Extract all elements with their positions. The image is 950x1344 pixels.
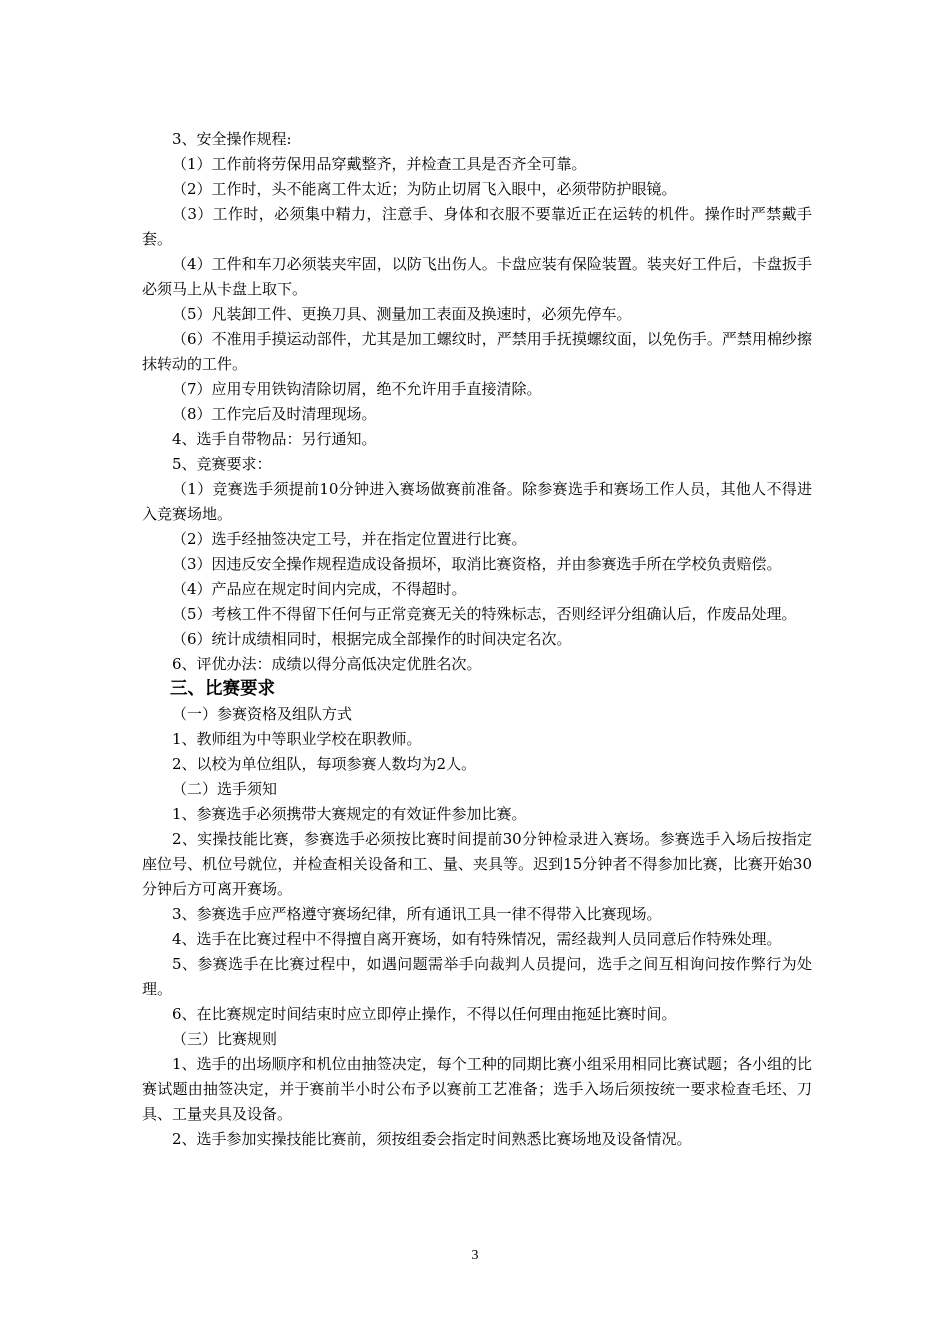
paragraph-contest-1: （1）竞赛选手须提前10分钟进入赛场做赛前准备。除参赛选手和赛场工作人员，其他人不得进入竞赛场地。 <box>142 480 812 523</box>
paragraph-rules-2: 2、选手参加实操技能比赛前，须按组委会指定时间熟悉比赛场地及设备情况。 <box>172 1130 692 1148</box>
paragraph-safety-2: （2）工作时，头不能离工件太近；为防止切屑飞入眼中，必须带防护眼镜。 <box>172 180 677 198</box>
paragraph-contest-6: （6）统计成绩相同时，根据完成全部操作的时间决定名次。 <box>172 630 572 648</box>
paragraph-safety-5: （5）凡装卸工件、更换刀具、测量加工表面及换速时，必须先停车。 <box>172 305 632 323</box>
paragraph-notice-5: 5、参赛选手在比赛过程中，如遇问题需举手向裁判人员提问，选手之间互相询问按作弊行为处理。 <box>142 955 812 998</box>
paragraph-safety-1: （1）工作前将劳保用品穿戴整齐，并检查工具是否齐全可靠。 <box>172 155 587 173</box>
document-body <box>142 127 812 1152</box>
subsection-rules: （三）比赛规则 <box>172 1030 278 1048</box>
paragraph-notice-3: 3、参赛选手应严格遵守赛场纪律，所有通讯工具一律不得带入比赛现场。 <box>172 905 662 923</box>
paragraph-safety-title: 3、安全操作规程: <box>172 130 292 148</box>
page-number: 3 <box>471 1248 479 1263</box>
paragraph-safety-8: （8）工作完后及时清理现场。 <box>172 405 377 423</box>
paragraph-safety-6: （6）不准用手摸运动部件，尤其是加工螺纹时，严禁用手抚摸螺纹面，以免伤手。严禁用棉纱擦抹转动的工件。 <box>142 330 812 373</box>
paragraph-notice-2: 2、实操技能比赛，参赛选手必须按比赛时间提前30分钟检录进入赛场。参赛选手入场后按指定座位号、机位号就位，并检查相关设备和工、量、夹具等。迟到15分钟者不得参加比赛，比赛开始30分钟后方可离开赛场。 <box>142 830 812 898</box>
paragraph-contest-3: （3）因违反安全操作规程造成设备损坏，取消比赛资格，并由参赛选手所在学校负责赔偿。 <box>172 555 782 573</box>
paragraph-safety-4: （4）工件和车刀必须装夹牢固，以防飞出伤人。卡盘应装有保险装置。装夹好工件后，卡盘扳手必须马上从卡盘上取下。 <box>142 255 812 298</box>
paragraph-notice-6: 6、在比赛规定时间结束时应立即停止操作，不得以任何理由拖延比赛时间。 <box>172 1005 677 1023</box>
paragraph-contest-5: （5）考核工件不得留下任何与正常竞赛无关的特殊标志，否则经评分组确认后，作废品处理。 <box>172 605 797 623</box>
paragraph-evaluation: 6、评优办法：成绩以得分高低决定优胜名次。 <box>172 655 482 673</box>
section-heading: 三、比赛要求 <box>170 679 275 699</box>
paragraph-eligibility-2: 2、以校为单位组队，每项参赛人数均为2人。 <box>172 755 477 773</box>
paragraph-rules-1: 1、选手的出场顺序和机位由抽签决定，每个工种的同期比赛小组采用相同比赛试题；各小组的比赛试题由抽签决定，并于赛前半小时公布予以赛前工艺准备；选手入场后须按统一要求检查毛坯、刀具、工量夹具及设备。 <box>142 1055 812 1123</box>
paragraph-items: 4、选手自带物品：另行通知。 <box>172 430 377 448</box>
paragraph-contest-2: （2）选手经抽签决定工号，并在指定位置进行比赛。 <box>172 530 527 548</box>
paragraph-notice-4: 4、选手在比赛过程中不得擅自离开赛场，如有特殊情况，需经裁判人员同意后作特殊处理。 <box>172 930 782 948</box>
paragraph-safety-7: （7）应用专用铁钩清除切屑，绝不允许用手直接清除。 <box>172 380 542 398</box>
subsection-notice: （二）选手须知 <box>172 780 278 798</box>
paragraph-safety-3: （3）工作时，必须集中精力，注意手、身体和衣服不要靠近正在运转的机件。操作时严禁戴手套。 <box>142 205 812 248</box>
paragraph-eligibility-1: 1、教师组为中等职业学校在职教师。 <box>172 730 422 748</box>
paragraph-contest-title: 5、竞赛要求： <box>172 455 272 473</box>
paragraph-notice-1: 1、参赛选手必须携带大赛规定的有效证件参加比赛。 <box>172 805 527 823</box>
paragraph-contest-4: （4）产品应在规定时间内完成，不得超时。 <box>172 580 467 598</box>
subsection-eligibility: （一）参赛资格及组队方式 <box>172 705 353 723</box>
